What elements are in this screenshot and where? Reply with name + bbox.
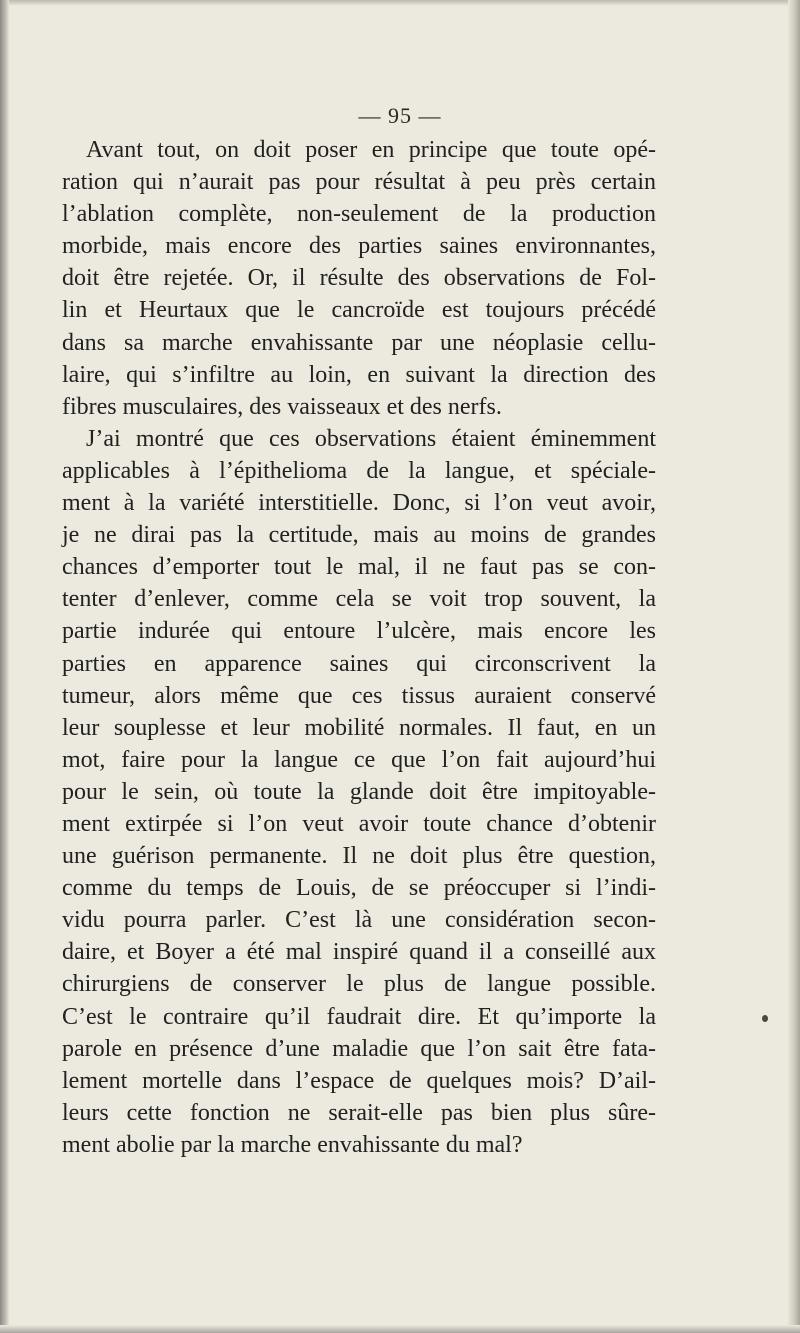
ink-smudge (762, 1015, 768, 1022)
text-line: vidu pourra parler. C’est là une considération secon- (62, 907, 656, 934)
page-number: — 95 — (358, 103, 442, 128)
text-line: chances d’emporter tout le mal, il ne faut pas se con- (62, 554, 656, 581)
text-line: tumeur, alors même que ces tissus auraient conservé (62, 682, 656, 709)
text-line: Avant tout, on doit poser en principe que toute opé- (86, 137, 656, 163)
text-line: applicables à l’épithelioma de la langue, et spéciale- (62, 457, 656, 484)
text-line: je ne dirai pas la certitude, mais au moins de grandes (62, 522, 656, 549)
text-line: ment abolie par la marche envahissante du mal? (62, 1131, 523, 1158)
text-line: lement mortelle dans l’espace de quelques mois? D’ail- (62, 1067, 656, 1094)
text-line: partie indurée qui entoure l’ulcère, mais encore les (62, 618, 656, 645)
page-bottom-edge (0, 1325, 800, 1333)
text-line: lin et Heurtaux que le cancroïde est toujours précédé (62, 297, 656, 324)
text-line: une guérison permanente. Il ne doit plus être question, (62, 843, 656, 870)
text-line: pour le sein, où toute la glande doit être impitoyable- (62, 778, 656, 805)
text-line: ment à la variété interstitielle. Donc, si l’on veut avoir, (62, 490, 656, 517)
text-line: mot, faire pour la langue ce que l’on fait aujourd’hui (62, 746, 656, 773)
text-line: ment extirpée si l’on veut avoir toute chance d’obtenir (62, 810, 656, 837)
text-line: l’ablation complète, non-seulement de la production (62, 201, 656, 228)
text-line: doit être rejetée. Or, il résulte des observations de Fol- (62, 265, 656, 292)
text-line: parole en présence d’une maladie que l’on sait être fata- (62, 1035, 656, 1062)
page-top-edge (0, 0, 800, 6)
page-left-edge (0, 0, 9, 1333)
text-line: chirurgiens de conserver le plus de langue possible. (62, 971, 656, 998)
page-right-edge (788, 0, 800, 1333)
text-line: ration qui n’aurait pas pour résultat à peu près certain (62, 169, 656, 196)
text-line: laire, qui s’infiltre au loin, en suivant la direction des (62, 361, 656, 388)
text-line: leurs cette fonction ne serait-elle pas bien plus sûre- (62, 1099, 656, 1126)
text-line: parties en apparence saines qui circonscrivent la (62, 650, 656, 677)
text-line: leur souplesse et leur mobilité normales. Il faut, en un (62, 714, 656, 741)
text-line: comme du temps de Louis, de se préoccuper si l’indi- (62, 875, 656, 902)
text-line: morbide, mais encore des parties saines environnantes, (62, 233, 656, 260)
text-line: fibres musculaires, des vaisseaux et des nerfs. (62, 393, 502, 420)
text-line: tenter d’enlever, comme cela se voit trop souvent, la (62, 586, 656, 613)
body-text (62, 134, 656, 1161)
text-line: J’ai montré que ces observations étaient éminemment (86, 425, 656, 452)
text-line: C’est le contraire qu’il faudrait dire. Et qu’importe la (62, 1003, 656, 1030)
text-line: dans sa marche envahissante par une néoplasie cellu- (62, 329, 656, 356)
text-line: daire, et Boyer a été mal inspiré quand il a conseillé aux (62, 939, 656, 966)
